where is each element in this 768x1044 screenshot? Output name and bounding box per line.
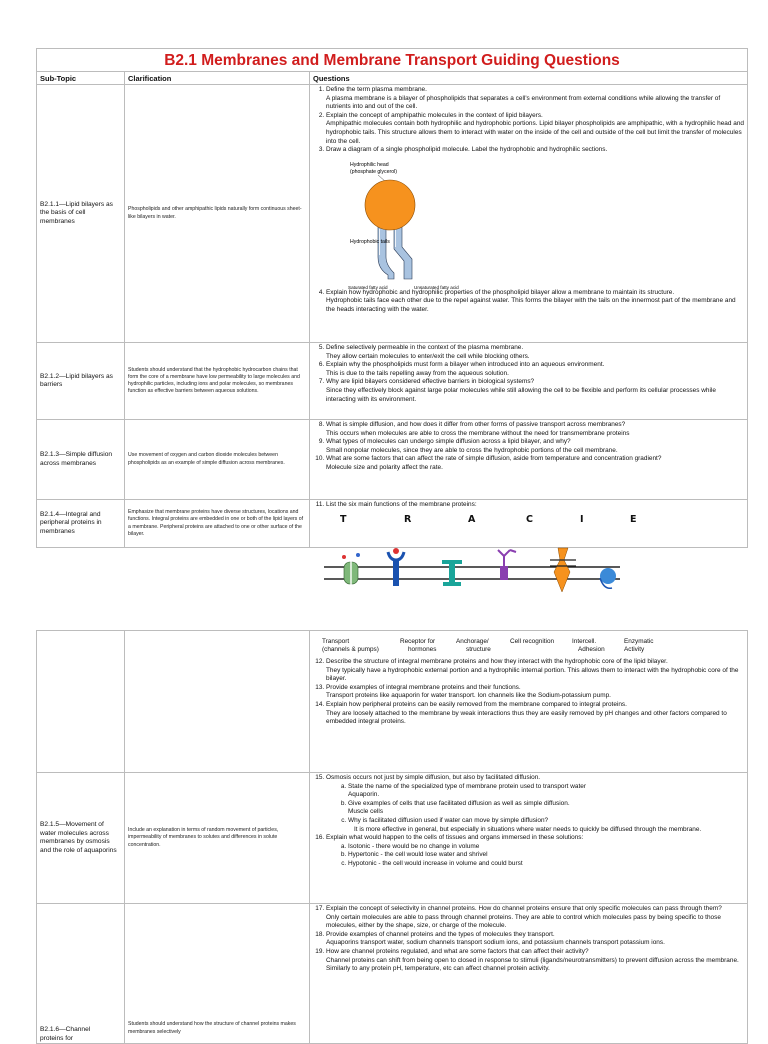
clarification-cell: Include an explanation in terms of random movement of particles, impermeability of membranes to solutes and differences in solute concentration. — [125, 773, 310, 904]
questions-cell — [310, 773, 748, 904]
question-text: Explain why the phospholipids must form a bilayer when introduced into an aqueous environment. — [326, 361, 605, 369]
answer-text: They typically have a hydrophobic external portion and a hydrophilic internal portion. This allows them to interact with the hydrophobic core of the bilayer. — [326, 666, 739, 683]
question-text: Why is facilitated diffusion used if water can move by simple diffusion? — [348, 816, 549, 824]
question-text: Give examples of cells that use facilitated diffusion as well as simple diffusion. — [348, 799, 570, 807]
question-item — [326, 931, 744, 948]
answer-text: They are loosely attached to the membrane by weak interactions thus they are easily removed by pH changes and other factors compared to embedded integral proteins. — [326, 709, 727, 726]
question-text: Why are lipid bilayers considered effective barriers in biological systems? — [326, 378, 535, 386]
protein-functions — [314, 632, 744, 658]
question-item — [326, 501, 744, 510]
membrane-proteins-diagram — [322, 546, 622, 596]
tracie-letter: T — [340, 513, 347, 525]
phospholipid-diagram — [326, 155, 744, 289]
clarification-cell: Use movement of oxygen and carbon dioxide molecules between phospholipids as an example of simple diffusion across membranes. — [125, 420, 310, 500]
question-item — [326, 86, 744, 112]
question-text: Draw a diagram of a single phospholipid molecule. Label the hydrophobic and hydrophilic sections. — [326, 146, 608, 154]
question-item — [326, 774, 744, 834]
answer-text: A plasma membrane is a bilayer of phospholipids that separates a cell's environment from external conditions while allowing the transfer of nutrients into and out of the cell. — [326, 94, 721, 111]
clarification-text: Students should understand how the structure of channel proteins makes membranes selectively — [128, 1021, 296, 1035]
answer-text: Aquaporins transport water, sodium channels transport sodium ions, and potassium channels transport potassium ions. — [326, 939, 665, 947]
tails-label: Hydrophobic tails — [350, 238, 390, 245]
sub-question — [348, 800, 744, 817]
page-title: B2.1 Membranes and Membrane Transport Guiding Questions — [37, 49, 748, 72]
clarification-cell: Phospholipids and other amphipathic lipids naturally form continuous sheet-like bilayers in water. — [125, 85, 310, 343]
function-line: Receptor for — [400, 638, 436, 645]
function-line: Anchorage/ — [456, 638, 489, 645]
answer-text: Transport proteins like aquaporin for water transport. Ion channels like the Sodium-potassium pump. — [326, 692, 611, 700]
function-line: Adhesion — [578, 646, 605, 653]
tracie-letter: C — [526, 513, 533, 525]
questions-cell — [310, 500, 748, 548]
function-line: structure — [466, 646, 491, 653]
function-line: hormones — [408, 646, 437, 653]
function-label — [400, 638, 456, 654]
questions-cell — [310, 85, 748, 343]
question-item — [326, 684, 744, 701]
subtopic-cell: B2.1.5—Movement of water molecules across membranes by osmosis and the role of aquaporins — [37, 773, 125, 904]
question-item — [326, 455, 744, 472]
tracie-letter: R — [404, 513, 412, 525]
head-label-line2: (phosphate glycerol) — [350, 168, 398, 175]
head-label-line1: Hydrophilic head — [350, 161, 389, 168]
table-row — [37, 773, 748, 904]
question-item — [326, 905, 744, 931]
clarification-cell: Students should understand that the hydrophobic hydrocarbon chains that form the core of a membrane have low permeability to large molecules and hydrophilic particles, including ions and polar molecules, so membranes function as effective barriers between aqueous solutions. — [125, 343, 310, 420]
answer-text: This occurs when molecules are able to cross the membrane without the need for transmembrane proteins — [326, 429, 630, 437]
question-text: How are channel proteins regulated, and what are some factors that can affect their activity? — [326, 947, 589, 955]
function-line: Activity — [624, 646, 645, 653]
question-text: Explain the concept of amphipathic molecules in the context of lipid bilayers. — [326, 111, 543, 119]
tracie-letter: E — [630, 513, 637, 525]
question-text: Define selectively permeable in the context of the plasma membrane. — [326, 344, 524, 351]
phospholipid-head — [365, 180, 415, 230]
subtopic-cell: B2.1.1—Lipid bilayers as the basis of cell membranes — [37, 85, 125, 343]
header-row — [37, 72, 748, 85]
questions-cell — [310, 343, 748, 420]
function-label — [572, 638, 624, 654]
saturated-label: Saturated fatty acid — [348, 284, 388, 290]
question-item — [326, 948, 744, 974]
answer-text: It is more effective in general, but especially in situations where water needs to quickly be diffused through the membrane. — [354, 825, 702, 833]
table-row — [37, 904, 748, 1044]
tracie-letter: A — [468, 513, 476, 525]
questions-cell — [310, 420, 748, 500]
table-row — [37, 631, 748, 773]
question-text: Explain what would happen to the cells of tissues and organs immersed in these solutions: — [326, 834, 584, 842]
function-line: Enzymatic — [624, 638, 654, 645]
sub-question: a. Isotonic - there would be no change in volume — [348, 843, 744, 852]
clarification-cell — [125, 631, 310, 773]
question-text: Explain how hydrophobic and hydrophilic properties of the phospholipid bilayer allow a membrane to maintain its structure. — [326, 288, 675, 296]
unsaturated-label: Unsaturated fatty acid — [414, 284, 459, 290]
question-text: Osmosis occurs not just by simple diffusion, but also by facilitated diffusion. — [326, 774, 541, 781]
questions-cell — [310, 904, 748, 1044]
question-item — [326, 438, 744, 455]
subtopic-header: Sub-Topic — [37, 72, 125, 85]
table-row — [37, 420, 748, 500]
question-text: Explain how peripheral proteins can be easily removed from the membrane compared to integral proteins. — [326, 700, 627, 708]
table-row — [37, 500, 748, 548]
sub-question — [348, 817, 744, 834]
function-label — [456, 638, 510, 654]
answer-text: Hydrophobic tails face each other due to the repel against water. This forms the bilayer with the tails on the innermost part of the membrane and the heads interacting with the water. — [326, 297, 736, 313]
table-row — [37, 85, 748, 343]
question-text: Provide examples of integral membrane proteins and their functions. — [326, 683, 521, 691]
subtopic-cell — [37, 904, 125, 1044]
subtopic-line: B2.1.6—Channel — [40, 1026, 91, 1033]
clarification-cell — [125, 904, 310, 1044]
question-text: Provide examples of channel proteins and the types of molecules they transport. — [326, 930, 555, 938]
subtopic-cell: B2.1.3—Simple diffusion across membranes — [37, 420, 125, 500]
tracie-letter: I — [580, 513, 584, 525]
question-item — [326, 361, 744, 378]
question-item — [326, 834, 744, 868]
answer-text: This is due to the tails repelling away from the aqueous solution. — [326, 369, 509, 377]
function-label — [624, 638, 674, 654]
subtopic-cell: B2.1.2—Lipid bilayers as barriers — [37, 343, 125, 420]
function-label — [314, 638, 400, 654]
question-text: Define the term plasma membrane. — [326, 86, 427, 93]
answer-text: Aquaporin. — [348, 791, 380, 799]
question-item — [326, 112, 744, 146]
question-item — [326, 701, 744, 727]
answer-text: Muscle cells — [348, 808, 384, 816]
answer-text: Since they effectively block against large polar molecules while still allowing the cell to be flexible and perform its cellular processes while interacting with its environment. — [326, 386, 716, 403]
question-text: What types of molecules can undergo simple diffusion across a lipid bilayer, and why? — [326, 438, 571, 446]
answer-text: Only certain molecules are able to pass through channel proteins. They are able to control which molecules pass by being specific to those molecules, either by the shape, size, or charge of the molecule. — [326, 913, 721, 930]
guiding-questions-table — [36, 48, 748, 548]
function-line: Intercell. — [572, 638, 597, 645]
answer-text: Molecule size and polarity affect the rate. — [326, 463, 443, 471]
table-row — [37, 343, 748, 420]
subtopic-cell — [37, 631, 125, 773]
clarification-cell: Emphasize that membrane proteins have diverse structures, locations and functions. Integral proteins are embedded in one or both of the lipid layers of a membrane. Peripheral proteins are attached to one or other surface of the bilayer. — [125, 500, 310, 548]
question-text: What are some factors that can affect the rate of simple diffusion, aside from temperature and concentration gradient? — [326, 455, 662, 463]
answer-text: Amphipathic molecules contain both hydrophilic and hydrophobic portions. Lipid bilayer phospholipids are amphipathic, with a hydrophilic head and hydrophobic tails. This structure allows them to interact with water on the inside of the cell and outside of the cell but limit the transfer of molecules into the cell. — [326, 120, 744, 145]
question-text: Describe the structure of integral membrane proteins and how they interact with the hydrophobic core of the lipid bilayer. — [326, 658, 668, 665]
tracie-letters — [314, 510, 744, 532]
sub-question — [348, 783, 744, 800]
question-text: State the name of the specialized type of membrane protein used to transport water — [348, 782, 586, 790]
guiding-questions-table-continued — [36, 630, 748, 1044]
answer-text: They allow certain molecules to enter/exit the cell while blocking others. — [326, 352, 530, 360]
function-line: Transport — [322, 638, 350, 645]
question-item — [326, 421, 744, 438]
subtopic-cell: B2.1.4—Integral and peripheral proteins in membranes — [37, 500, 125, 548]
answer-text: Small nonpolar molecules, since they are able to cross the hydrophobic portions of the cell membrane. — [326, 446, 618, 454]
function-label — [510, 638, 572, 654]
sub-question: c. Hypotonic - the cell would increase in volume and could burst — [348, 860, 744, 869]
answer-text: Channel proteins can shift from being open to closed in response to stimuli (ligands/neurotransmitters) to prevent diffusion across the membrane. Similarly to any protein pH, temperature, etc can affect channel protein activity. — [326, 956, 739, 973]
question-item — [326, 146, 744, 289]
subtopic-line: proteins for — [40, 1034, 73, 1042]
question-item — [326, 344, 744, 361]
sub-question: b. Hypertonic - the cell would lose water and shrivel — [348, 851, 744, 860]
question-item — [326, 289, 744, 315]
question-text: What is simple diffusion, and how does it differ from other forms of passive transport across membranes? — [326, 421, 626, 428]
questions-header: Questions — [310, 72, 748, 85]
question-text: List the six main functions of the membrane proteins: — [326, 501, 477, 508]
function-line: (channels & pumps) — [322, 646, 379, 653]
question-item — [326, 378, 744, 404]
question-item — [326, 658, 744, 684]
questions-cell — [310, 631, 748, 773]
clarification-header: Clarification — [125, 72, 310, 85]
function-line: Cell recognition — [510, 638, 555, 645]
question-text: Explain the concept of selectivity in channel proteins. How do channel proteins ensure that only specific molecules can pass through them? — [326, 905, 722, 912]
